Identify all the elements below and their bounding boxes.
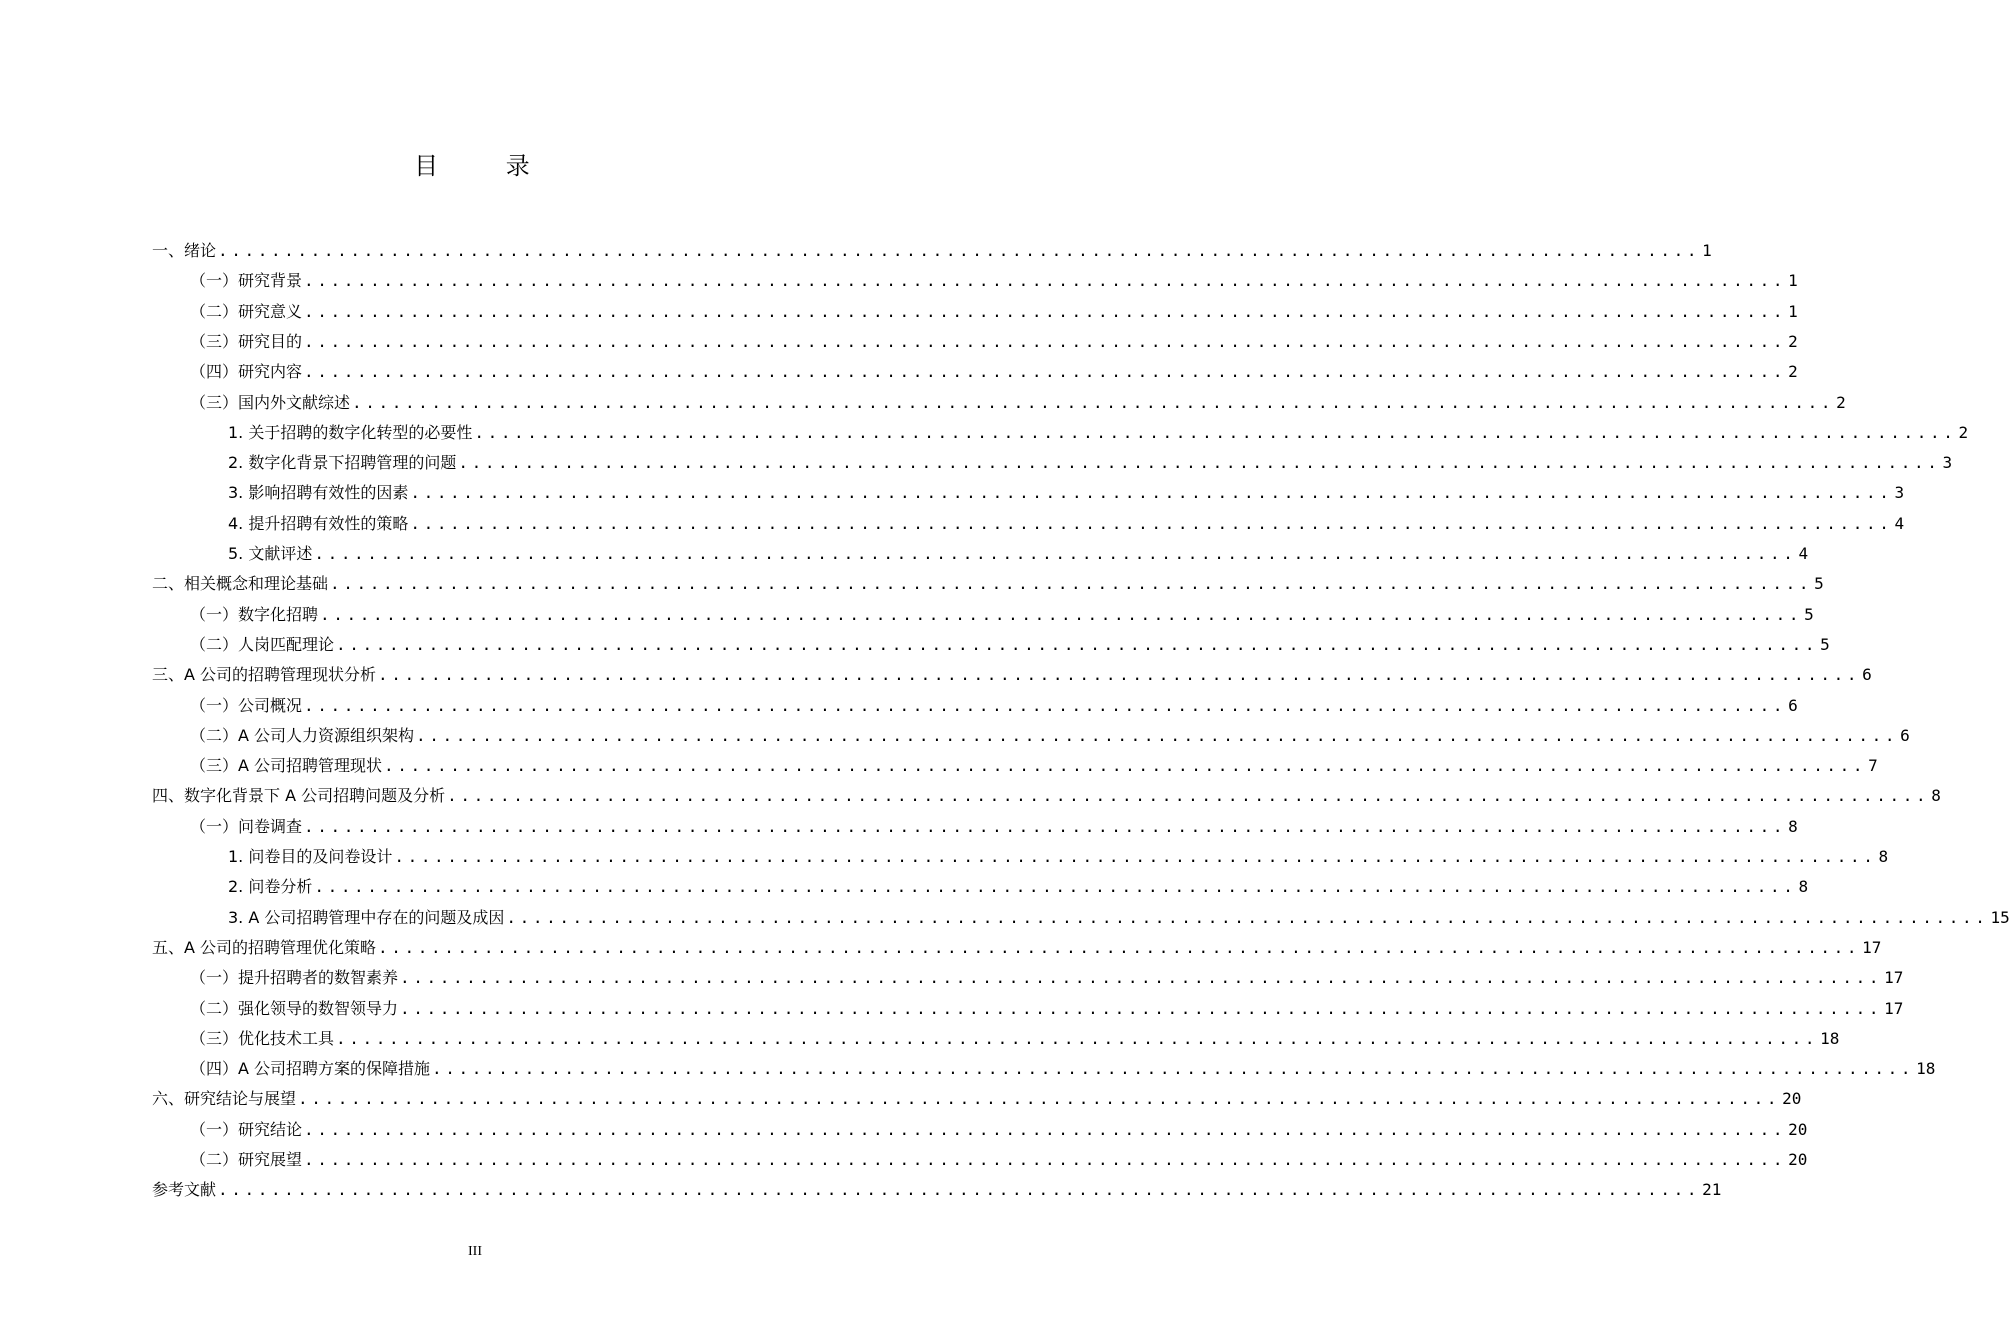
toc-leader-dots: ................................................................................................................ xyxy=(447,786,1930,806)
toc-entry-page: 20 xyxy=(1782,1089,1802,1109)
toc-entry[interactable] xyxy=(190,600,1814,630)
toc-entry[interactable] xyxy=(190,721,1910,751)
page-number: III xyxy=(468,1244,482,1259)
toc-entry-page: 17 xyxy=(1884,998,1904,1018)
toc-entry[interactable] xyxy=(190,630,1830,660)
toc-leader-dots: ................................................................................................................ xyxy=(314,877,1797,897)
toc-entry-page: 6 xyxy=(1862,665,1872,685)
toc-entry-text: 二、相关概念和理论基础 xyxy=(152,574,329,594)
toc-leader-dots: ................................................................................................................ xyxy=(400,968,1883,988)
toc-entry-page: 6 xyxy=(1788,695,1798,715)
toc-entry-page: 8 xyxy=(1798,877,1809,897)
toc-entry-text: 4. 提升招聘有效性的策略 xyxy=(228,513,409,533)
toc-entry[interactable] xyxy=(152,660,1872,690)
toc-title: 目 录 xyxy=(414,152,560,180)
toc-entry[interactable] xyxy=(228,418,1969,448)
toc-leader-dots: ................................................................................................................ xyxy=(432,1059,1915,1079)
toc-entry-text: （一）问卷调查 xyxy=(190,816,303,836)
toc-entry-page: 17 xyxy=(1884,968,1904,988)
toc-leader-dots: ................................................................................................................ xyxy=(378,665,1861,685)
toc-leader-dots: ................................................................................................................ xyxy=(304,816,1787,836)
toc-entry-text: （四）研究内容 xyxy=(190,362,303,382)
toc-leader-dots: ................................................................................................................ xyxy=(314,544,1797,563)
toc-leader-dots: ................................................................................................................ xyxy=(218,241,1701,260)
toc-entry-page: 1 xyxy=(1788,271,1798,291)
toc-entry[interactable] xyxy=(228,842,1889,872)
toc-entry-text: 1. 关于招聘的数字化转型的必要性 xyxy=(228,422,473,442)
toc-entry[interactable] xyxy=(190,812,1798,842)
toc-entry[interactable] xyxy=(190,1024,1840,1054)
toc-entry-text: （三）国内外文献综述 xyxy=(190,392,351,412)
toc-entry-text: 2. 问卷分析 xyxy=(228,877,313,897)
toc-entry-page: 8 xyxy=(1931,786,1941,806)
toc-entry[interactable] xyxy=(190,1054,1936,1084)
toc-entry[interactable] xyxy=(228,539,1809,569)
toc-leader-dots: ................................................................................................................ xyxy=(416,725,1899,745)
toc-entry[interactable] xyxy=(228,448,1953,478)
toc-entry-text: （三）A 公司招聘管理现状 xyxy=(190,756,383,776)
toc-leader-dots: ................................................................................................................ xyxy=(400,998,1883,1018)
toc-entry[interactable] xyxy=(190,266,1798,296)
toc-entry-text: （一）提升招聘者的数智素养 xyxy=(190,968,399,988)
toc-leader-dots: ................................................................................................................ xyxy=(330,574,1813,594)
toc-entry-page: 20 xyxy=(1788,1119,1808,1139)
toc-leader-dots: ................................................................................................................ xyxy=(304,1150,1787,1169)
toc-leader-dots: ................................................................................................................ xyxy=(304,271,1787,291)
toc-entry-page: 2 xyxy=(1958,422,1969,442)
toc-entry-text: （二）强化领导的数智领导力 xyxy=(190,998,399,1018)
toc-entry[interactable] xyxy=(190,1115,1808,1145)
toc-entry-page: 7 xyxy=(1868,756,1878,776)
toc-entry-text: 四、数字化背景下 A 公司招聘问题及分析 xyxy=(152,786,446,806)
toc-leader-dots: ................................................................................................................ xyxy=(384,756,1867,776)
toc-leader-dots: ................................................................................................................ xyxy=(304,1119,1787,1139)
toc-entry-page: 18 xyxy=(1820,1028,1840,1048)
toc-entry[interactable] xyxy=(190,357,1798,387)
toc-entry-text: （一）研究结论 xyxy=(190,1119,303,1139)
toc-entry[interactable] xyxy=(228,903,2010,933)
toc-entry[interactable] xyxy=(228,872,1809,902)
toc-entry-text: 一、绪论 xyxy=(152,241,217,260)
toc-entry[interactable] xyxy=(190,994,1904,1024)
toc-entry[interactable] xyxy=(190,327,1798,357)
toc-entry-page: 4 xyxy=(1798,544,1809,563)
toc-entry-text: 1. 问卷目的及问卷设计 xyxy=(228,847,393,866)
toc-entry-text: 五、A 公司的招聘管理优化策略 xyxy=(152,937,377,957)
toc-entry-page: 8 xyxy=(1788,816,1798,836)
toc-entry[interactable] xyxy=(190,963,1904,993)
toc-leader-dots: ................................................................................................................ xyxy=(304,695,1787,715)
toc-leader-dots: ................................................................................................................ xyxy=(336,634,1819,654)
toc-leader-dots: ................................................................................................................ xyxy=(458,453,1941,473)
toc-entry-page: 21 xyxy=(1702,1180,1722,1200)
toc-entry-page: 2 xyxy=(1788,331,1798,351)
toc-entry[interactable] xyxy=(228,478,1905,508)
toc-leader-dots: ................................................................................................................ xyxy=(218,1180,1701,1200)
toc-entry-page: 5 xyxy=(1820,634,1830,654)
toc-leader-dots: ................................................................................................................ xyxy=(410,483,1893,503)
toc-leader-dots: ................................................................................................................ xyxy=(304,331,1787,351)
toc-entry-page: 2 xyxy=(1788,362,1798,382)
toc-entry-text: （一）公司概况 xyxy=(190,695,303,715)
toc-leader-dots: ................................................................................................................ xyxy=(320,604,1803,624)
toc-entry-page: 3 xyxy=(1942,453,1953,473)
toc-entry-text: 三、A 公司的招聘管理现状分析 xyxy=(152,665,377,685)
toc-entry[interactable] xyxy=(152,933,1882,963)
toc-entry-text: （二）A 公司人力资源组织架构 xyxy=(190,725,415,745)
toc-entry-page: 8 xyxy=(1878,847,1889,866)
toc-entry[interactable] xyxy=(152,1175,1722,1205)
toc-entry-text: （一）数字化招聘 xyxy=(190,604,319,624)
toc-leader-dots: ................................................................................................................ xyxy=(410,513,1893,533)
toc-entry-text: 2. 数字化背景下招聘管理的问题 xyxy=(228,453,457,473)
toc-entry-text: （二）研究意义 xyxy=(190,301,303,321)
toc-entry[interactable] xyxy=(190,691,1798,721)
toc-entry[interactable] xyxy=(190,751,1878,781)
toc-leader-dots: ................................................................................................................ xyxy=(304,362,1787,382)
toc-entry[interactable] xyxy=(152,569,1824,599)
toc-entry[interactable] xyxy=(190,297,1798,327)
toc-entry-text: （三）研究目的 xyxy=(190,331,303,351)
toc-leader-dots: ................................................................................................................ xyxy=(298,1089,1781,1109)
toc-entry-page: 1 xyxy=(1702,241,1712,260)
toc-leader-dots: ................................................................................................................ xyxy=(474,422,1957,442)
toc-entry-text: 参考文献 xyxy=(152,1180,217,1200)
toc-entry-page: 5 xyxy=(1814,574,1824,594)
toc-entry-text: 3. A 公司招聘管理中存在的问题及成因 xyxy=(228,907,505,927)
toc-entry-text: 3. 影响招聘有效性的因素 xyxy=(228,483,409,503)
toc-leader-dots: ................................................................................................................ xyxy=(378,937,1861,957)
toc-entry-page: 4 xyxy=(1894,513,1905,533)
toc-entry-page: 6 xyxy=(1900,725,1910,745)
toc-entry-text: （四）A 公司招聘方案的保障措施 xyxy=(190,1059,431,1079)
toc-entry-page: 2 xyxy=(1836,392,1846,412)
toc-entry[interactable] xyxy=(228,509,1905,539)
toc-entry-page: 15 xyxy=(1990,907,2010,927)
toc-entry-page: 5 xyxy=(1804,604,1814,624)
toc-leader-dots: ................................................................................................................ xyxy=(336,1028,1819,1048)
toc-leader-dots: ................................................................................................................ xyxy=(352,392,1835,412)
toc-entry[interactable] xyxy=(190,388,1846,418)
toc-leader-dots: ................................................................................................................ xyxy=(304,301,1787,321)
toc-leader-dots: ................................................................................................................ xyxy=(394,847,1877,866)
toc-entry-text: （三）优化技术工具 xyxy=(190,1028,335,1048)
toc-entry[interactable] xyxy=(152,236,1712,266)
toc-entry-page: 18 xyxy=(1916,1059,1936,1079)
toc-entry-text: （二）人岗匹配理论 xyxy=(190,634,335,654)
toc-entry-page: 17 xyxy=(1862,937,1882,957)
toc-entry-text: （一）研究背景 xyxy=(190,271,303,291)
toc-entry-page: 3 xyxy=(1894,483,1905,503)
toc-entry-text: 5. 文献评述 xyxy=(228,544,313,563)
toc-leader-dots: ................................................................................................................ xyxy=(506,907,1989,927)
toc-entry-page: 1 xyxy=(1788,301,1798,321)
toc-entry-text: （二）研究展望 xyxy=(190,1150,303,1169)
toc-entry[interactable] xyxy=(152,781,1941,811)
toc-entry[interactable] xyxy=(152,1084,1802,1114)
toc-entry-page: 20 xyxy=(1788,1150,1808,1169)
toc-entry-text: 六、研究结论与展望 xyxy=(152,1089,297,1109)
toc-entry[interactable] xyxy=(190,1145,1808,1175)
